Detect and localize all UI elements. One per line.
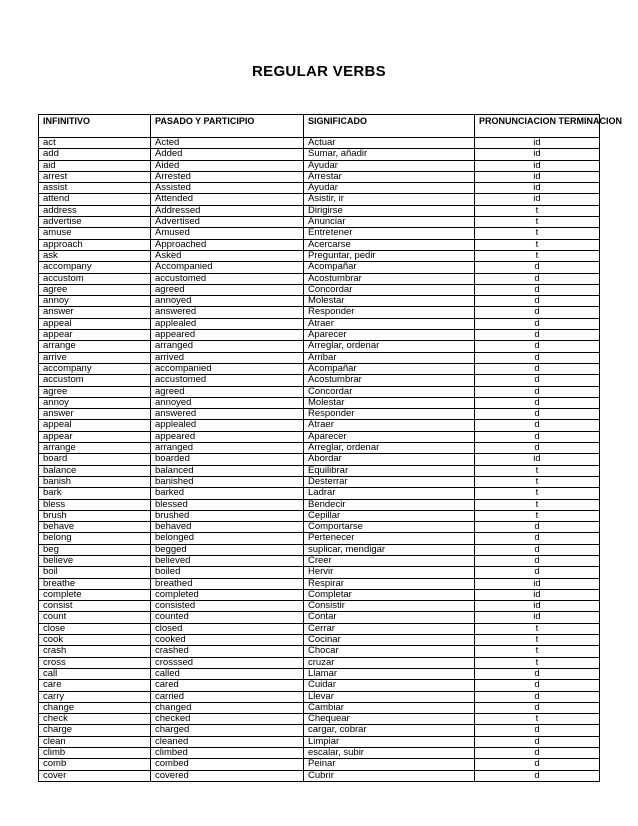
past-participle-cell: accustomed [151,375,304,386]
meaning-cell: Contar [304,612,475,623]
header-significado: SIGNIFICADO [304,115,475,138]
pronunciation-cell: d [475,725,600,736]
meaning-cell: Peinar [304,759,475,770]
table-body [39,138,600,782]
infinitive-cell: agree [39,284,151,295]
meaning-cell: Sumar, añadir [304,149,475,160]
infinitive-cell: advertise [39,217,151,228]
pronunciation-cell: t [475,465,600,476]
table-row [39,273,600,284]
meaning-cell: Acompañar [304,262,475,273]
infinitive-cell: arrange [39,443,151,454]
infinitive-cell: amuse [39,228,151,239]
past-participle-cell: changed [151,702,304,713]
table-row [39,476,600,487]
infinitive-cell: accompany [39,363,151,374]
table-row [39,352,600,363]
infinitive-cell: close [39,623,151,634]
header-row [39,115,600,138]
past-participle-cell: arranged [151,341,304,352]
infinitive-cell: answer [39,307,151,318]
pronunciation-cell: d [475,443,600,454]
infinitive-cell: care [39,680,151,691]
table-row [39,612,600,623]
pronunciation-cell: d [475,555,600,566]
infinitive-cell: breathe [39,578,151,589]
past-participle-cell: charged [151,725,304,736]
table-row [39,635,600,646]
past-participle-cell: cared [151,680,304,691]
pronunciation-cell: t [475,623,600,634]
meaning-cell: Completar [304,589,475,600]
infinitive-cell: beg [39,544,151,555]
infinitive-cell: clean [39,736,151,747]
past-participle-cell: annoyed [151,397,304,408]
pronunciation-cell: d [475,363,600,374]
meaning-cell: Responder [304,307,475,318]
meaning-cell: Pertenecer [304,533,475,544]
table-row [39,262,600,273]
table-row [39,284,600,295]
meaning-cell: suplicar, mendigar [304,544,475,555]
header-pronunciacion: PRONUNCIACION TERMINACION [475,115,600,138]
table-row [39,296,600,307]
pronunciation-cell: id [475,454,600,465]
pronunciation-cell: t [475,476,600,487]
table-row [39,555,600,566]
table-row [39,488,600,499]
infinitive-cell: bless [39,499,151,510]
pronunciation-cell: t [475,228,600,239]
meaning-cell: Responder [304,409,475,420]
infinitive-cell: answer [39,409,151,420]
past-participle-cell: banished [151,476,304,487]
meaning-cell: Llevar [304,691,475,702]
table-row [39,499,600,510]
infinitive-cell: comb [39,759,151,770]
table-row [39,217,600,228]
pronunciation-cell: d [475,522,600,533]
meaning-cell: Cuidar [304,680,475,691]
pronunciation-cell: d [475,748,600,759]
table-row [39,736,600,747]
past-participle-cell: boarded [151,454,304,465]
infinitive-cell: appeal [39,318,151,329]
table-row [39,714,600,725]
infinitive-cell: cover [39,770,151,781]
pronunciation-cell: t [475,205,600,216]
past-participle-cell: Assisted [151,183,304,194]
infinitive-cell: aid [39,160,151,171]
past-participle-cell: applealed [151,318,304,329]
meaning-cell: Cerrar [304,623,475,634]
infinitive-cell: annoy [39,397,151,408]
pronunciation-cell: id [475,149,600,160]
pronunciation-cell: d [475,397,600,408]
meaning-cell: Abordar [304,454,475,465]
infinitive-cell: banish [39,476,151,487]
past-participle-cell: agreed [151,386,304,397]
table-row [39,522,600,533]
infinitive-cell: believe [39,555,151,566]
meaning-cell: Entretener [304,228,475,239]
past-participle-cell: boiled [151,567,304,578]
pronunciation-cell: t [475,510,600,521]
infinitive-cell: consist [39,601,151,612]
infinitive-cell: bark [39,488,151,499]
past-participle-cell: cleaned [151,736,304,747]
infinitive-cell: arrest [39,171,151,182]
meaning-cell: Molestar [304,397,475,408]
pronunciation-cell: t [475,714,600,725]
past-participle-cell: arrived [151,352,304,363]
table-header [39,115,622,138]
infinitive-cell: attend [39,194,151,205]
meaning-cell: Acostumbrar [304,273,475,284]
pronunciation-cell: d [475,352,600,363]
infinitive-cell: arrange [39,341,151,352]
table-row [39,510,600,521]
table-row [39,454,600,465]
past-participle-cell: Aided [151,160,304,171]
meaning-cell: Ayudar [304,160,475,171]
table-row [39,544,600,555]
past-participle-cell: appeared [151,431,304,442]
infinitive-cell: complete [39,589,151,600]
past-participle-cell: Approached [151,239,304,250]
pronunciation-cell: id [475,183,600,194]
table-row [39,759,600,770]
table-row [39,420,600,431]
infinitive-cell: crash [39,646,151,657]
verbs-table [38,114,622,782]
table-row [39,194,600,205]
meaning-cell: Acercarse [304,239,475,250]
pronunciation-cell: t [475,488,600,499]
past-participle-cell: crosssed [151,657,304,668]
infinitive-cell: arrive [39,352,151,363]
pronunciation-cell: d [475,307,600,318]
past-participle-cell: completed [151,589,304,600]
pronunciation-cell: t [475,217,600,228]
past-participle-cell: Asked [151,250,304,261]
past-participle-cell: Acted [151,138,304,149]
pronunciation-cell: t [475,499,600,510]
past-participle-cell: combed [151,759,304,770]
meaning-cell: Comportarse [304,522,475,533]
pronunciation-cell: d [475,567,600,578]
table-row [39,341,600,352]
past-participle-cell: crashed [151,646,304,657]
past-participle-cell: carried [151,691,304,702]
meaning-cell: Cepillar [304,510,475,521]
past-participle-cell: Added [151,149,304,160]
meaning-cell: Ladrar [304,488,475,499]
infinitive-cell: approach [39,239,151,250]
meaning-cell: cruzar [304,657,475,668]
table-row [39,691,600,702]
pronunciation-cell: t [475,646,600,657]
infinitive-cell: boil [39,567,151,578]
pronunciation-cell: id [475,578,600,589]
infinitive-cell: accompany [39,262,151,273]
meaning-cell: Actuar [304,138,475,149]
infinitive-cell: appeal [39,420,151,431]
infinitive-cell: cross [39,657,151,668]
pronunciation-cell: d [475,375,600,386]
past-participle-cell: agreed [151,284,304,295]
table-row [39,307,600,318]
table-row [39,160,600,171]
meaning-cell: Atraer [304,318,475,329]
meaning-cell: Respirar [304,578,475,589]
meaning-cell: Limpiar [304,736,475,747]
infinitive-cell: call [39,668,151,679]
pronunciation-cell: d [475,702,600,713]
past-participle-cell: closed [151,623,304,634]
meaning-cell: Cubrir [304,770,475,781]
infinitive-cell: accustom [39,375,151,386]
infinitive-cell: change [39,702,151,713]
meaning-cell: Arreglar, ordenar [304,443,475,454]
infinitive-cell: count [39,612,151,623]
pronunciation-cell: d [475,386,600,397]
table-row [39,702,600,713]
meaning-cell: Desterrar [304,476,475,487]
past-participle-cell: climbed [151,748,304,759]
pronunciation-cell: d [475,759,600,770]
meaning-cell: Molestar [304,296,475,307]
pronunciation-cell: d [475,262,600,273]
meaning-cell: Bendecir [304,499,475,510]
pronunciation-cell: id [475,171,600,182]
table-row [39,443,600,454]
infinitive-cell: climb [39,748,151,759]
meaning-cell: cargar, cobrar [304,725,475,736]
table-row [39,567,600,578]
pronunciation-cell: id [475,601,600,612]
pronunciation-cell: d [475,691,600,702]
table-row [39,149,600,160]
past-participle-cell: breathed [151,578,304,589]
infinitive-cell: appear [39,431,151,442]
past-participle-cell: called [151,668,304,679]
past-participle-cell: answered [151,409,304,420]
meaning-cell: Arrestar [304,171,475,182]
infinitive-cell: board [39,454,151,465]
table-row [39,250,600,261]
table-row [39,770,600,781]
meaning-cell: Dirigirse [304,205,475,216]
infinitive-cell: belong [39,533,151,544]
past-participle-cell: cooked [151,635,304,646]
past-participle-cell: accompanied [151,363,304,374]
pronunciation-cell: id [475,612,600,623]
infinitive-cell: annoy [39,296,151,307]
table-row [39,205,600,216]
table-row [39,465,600,476]
table-row [39,589,600,600]
meaning-cell: Preguntar, pedir [304,250,475,261]
infinitive-cell: carry [39,691,151,702]
header-pasado-participio: PASADO Y PARTICIPIO [151,115,304,138]
table-row [39,228,600,239]
infinitive-cell: behave [39,522,151,533]
pronunciation-cell: id [475,160,600,171]
meaning-cell: Concordar [304,386,475,397]
past-participle-cell: annoyed [151,296,304,307]
infinitive-cell: act [39,138,151,149]
table-row [39,330,600,341]
meaning-cell: Cocinar [304,635,475,646]
meaning-cell: Aparecer [304,330,475,341]
table-row [39,646,600,657]
meaning-cell: Acostumbrar [304,375,475,386]
pronunciation-cell: d [475,420,600,431]
table-row [39,725,600,736]
table-row [39,668,600,679]
past-participle-cell: Accompanied [151,262,304,273]
infinitive-cell: cook [39,635,151,646]
table-row [39,138,600,149]
table-row [39,318,600,329]
pronunciation-cell: d [475,296,600,307]
table-row [39,601,600,612]
meaning-cell: Asistir, ir [304,194,475,205]
meaning-cell: Creer [304,555,475,566]
pronunciation-cell: t [475,239,600,250]
pronunciation-cell: d [475,330,600,341]
past-participle-cell: Arrested [151,171,304,182]
table-row [39,375,600,386]
past-participle-cell: begged [151,544,304,555]
meaning-cell: Llamar [304,668,475,679]
meaning-cell: Hervir [304,567,475,578]
pronunciation-cell: t [475,250,600,261]
meaning-cell: Arribar [304,352,475,363]
pronunciation-cell: d [475,680,600,691]
table-row [39,431,600,442]
table-row [39,409,600,420]
pronunciation-cell: d [475,409,600,420]
past-participle-cell: blessed [151,499,304,510]
pronunciation-cell: d [475,533,600,544]
meaning-cell: Anunciar [304,217,475,228]
meaning-cell: Concordar [304,284,475,295]
table-row [39,680,600,691]
past-participle-cell: barked [151,488,304,499]
past-participle-cell: Advertised [151,217,304,228]
table-row [39,183,600,194]
pronunciation-cell: d [475,431,600,442]
infinitive-cell: address [39,205,151,216]
meaning-cell: escalar, subir [304,748,475,759]
table-row [39,386,600,397]
pronunciation-cell: t [475,635,600,646]
meaning-cell: Consistir [304,601,475,612]
infinitive-cell: balance [39,465,151,476]
meaning-cell: Chequear [304,714,475,725]
infinitive-cell: check [39,714,151,725]
meaning-cell: Chocar [304,646,475,657]
infinitive-cell: add [39,149,151,160]
pronunciation-cell: id [475,194,600,205]
pronunciation-cell: d [475,736,600,747]
meaning-cell: Acompañar [304,363,475,374]
infinitive-cell: brush [39,510,151,521]
header-infinitivo: INFINITIVO [39,115,151,138]
past-participle-cell: balanced [151,465,304,476]
table-row [39,578,600,589]
table-row [39,171,600,182]
past-participle-cell: counted [151,612,304,623]
infinitive-cell: accustom [39,273,151,284]
pronunciation-cell: d [475,668,600,679]
table-row [39,748,600,759]
past-participle-cell: consisted [151,601,304,612]
pronunciation-cell: d [475,284,600,295]
past-participle-cell: accustomed [151,273,304,284]
meaning-cell: Ayudar [304,183,475,194]
page-title: REGULAR VERBS [252,63,386,80]
past-participle-cell: applealed [151,420,304,431]
table-row [39,533,600,544]
past-participle-cell: covered [151,770,304,781]
meaning-cell: Arreglar, ordenar [304,341,475,352]
past-participle-cell: arranged [151,443,304,454]
past-participle-cell: believed [151,555,304,566]
pronunciation-cell: d [475,273,600,284]
pronunciation-cell: d [475,770,600,781]
infinitive-cell: appear [39,330,151,341]
past-participle-cell: brushed [151,510,304,521]
infinitive-cell: charge [39,725,151,736]
meaning-cell: Cambiar [304,702,475,713]
past-participle-cell: Addressed [151,205,304,216]
past-participle-cell: belonged [151,533,304,544]
table-row [39,397,600,408]
infinitive-cell: ask [39,250,151,261]
infinitive-cell: agree [39,386,151,397]
past-participle-cell: Amused [151,228,304,239]
table-row [39,363,600,374]
table-row [39,239,600,250]
pronunciation-cell: id [475,589,600,600]
pronunciation-cell: d [475,318,600,329]
meaning-cell: Equilibrar [304,465,475,476]
pronunciation-cell: d [475,544,600,555]
past-participle-cell: Attended [151,194,304,205]
past-participle-cell: behaved [151,522,304,533]
meaning-cell: Aparecer [304,431,475,442]
table-row [39,657,600,668]
past-participle-cell: appeared [151,330,304,341]
pronunciation-cell: d [475,341,600,352]
past-participle-cell: answered [151,307,304,318]
past-participle-cell: checked [151,714,304,725]
table-row [39,623,600,634]
pronunciation-cell: id [475,138,600,149]
meaning-cell: Atraer [304,420,475,431]
infinitive-cell: assist [39,183,151,194]
pronunciation-cell: t [475,657,600,668]
